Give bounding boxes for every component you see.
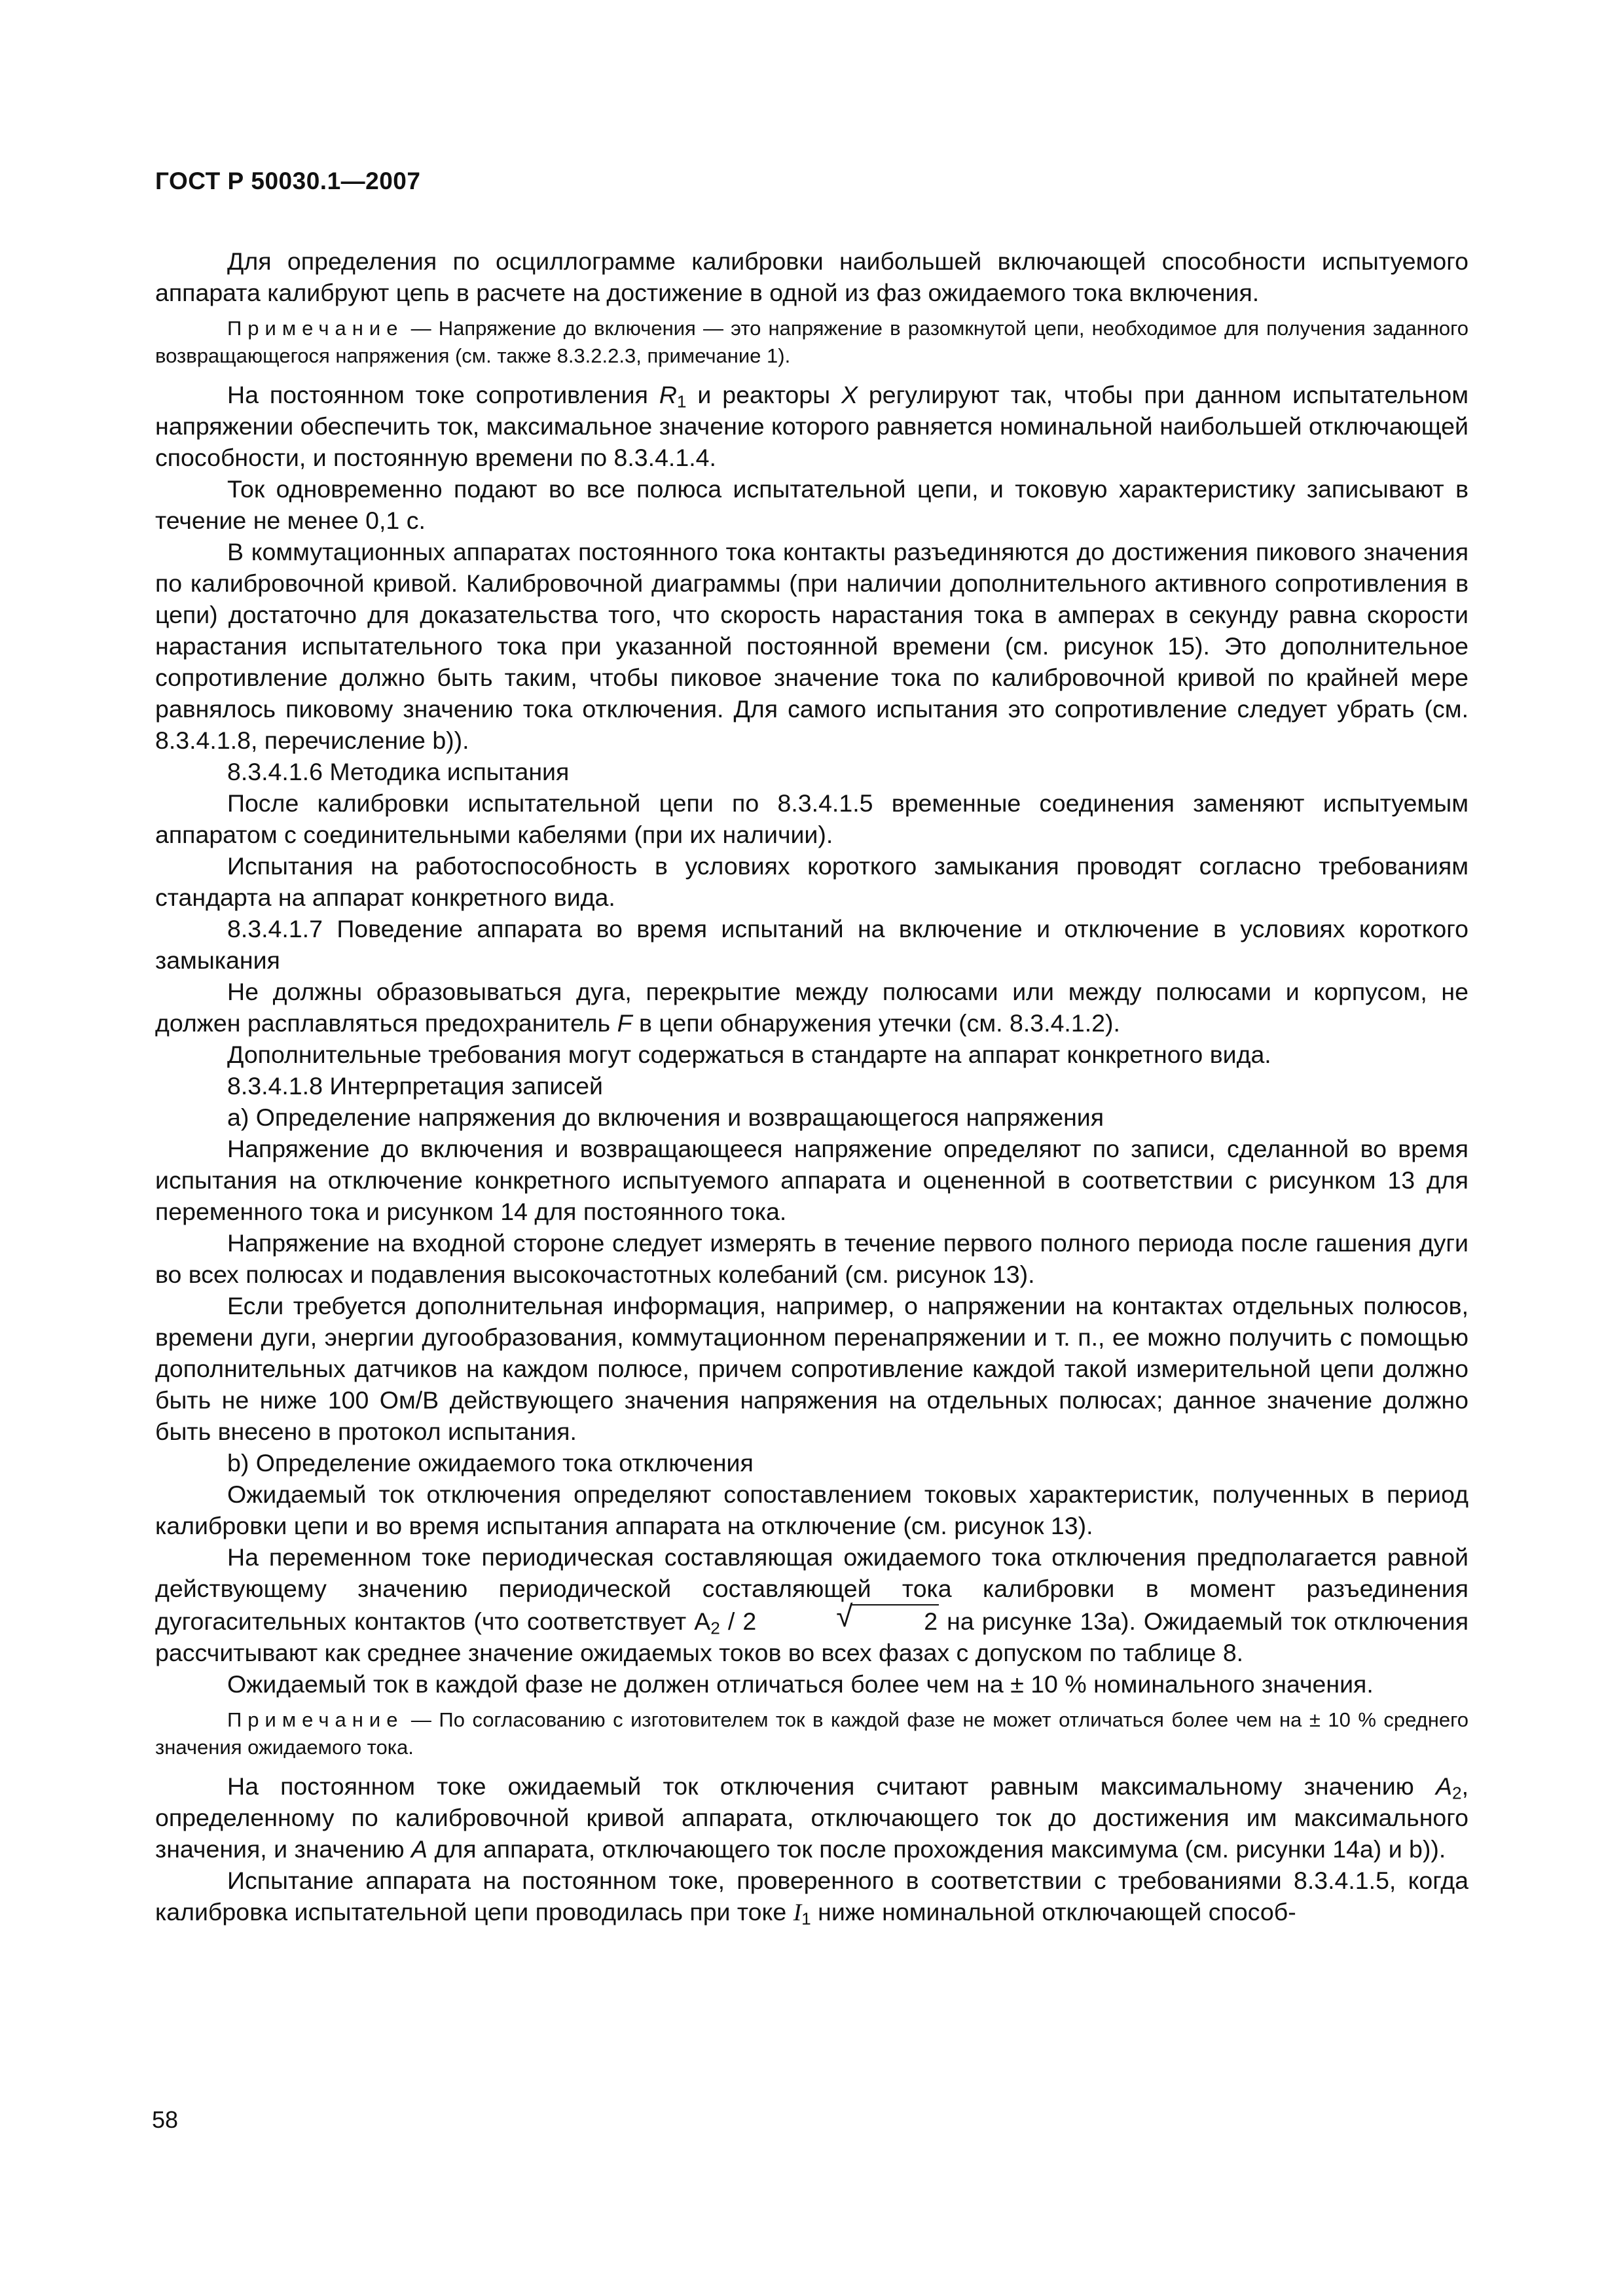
note-text: — По согласованию с изготовителем ток в каждой фазе не может отличаться более чем на ± 10 % среднего значения ожидаемого тока. [155,1708,1468,1759]
section-heading: 8.3.4.1.6 Методика испытания [227,758,570,785]
symbol-x: X [841,381,858,408]
paragraph [155,1541,1468,1668]
section-heading: 8.3.4.1.7 Поведение аппарата во время испытаний на включение и отключение в условиях короткого замыкания [155,915,1468,974]
text-run: Не должны образовываться дуга, перекрытие между полюсами или между полюсами и корпусом, не должен расплавляться предохранитель [155,978,1468,1037]
note-label: Примечание [227,1708,404,1731]
paragraph: Дополнительные требования могут содержаться в стандарте на аппарат конкретного вида. [227,1041,1271,1068]
subscript: 1 [676,391,687,412]
text-run: для аппарата, отключающего ток после прохождения максимума (см. рисунки 14а) и b)). [428,1835,1446,1863]
paragraph: После калибровки испытательной цепи по 8.3.4.1.5 временные соединения заменяют испытуемым аппаратом с соединительными кабелями (при их наличии). [155,789,1468,848]
text-run: ниже номинальной отключающей способ- [811,1898,1296,1926]
text-run: и реакторы [686,381,841,408]
text-run: На постоянном токе сопротивления [227,381,659,408]
symbol-a: A [1435,1772,1452,1800]
paragraph: Напряжение до включения и возвращающееся напряжение определяют по записи, сделанной во время испытания на отключение конкретного испытуемого аппарата и оцененной в соответствии с рисунком 13 для переменного тока и рисунком 14 для постоянного тока. [155,1135,1468,1225]
list-heading: b) Определение ожидаемого тока отключения [227,1449,754,1477]
text-run: в цепи обнаружения утечки (см. 8.3.4.1.2). [632,1009,1120,1037]
paragraph: Если требуется дополнительная информация, например, о напряжении на контактах отдельных полюсов, времени дуги, энергии дугообразования, коммутационном перенапряжении и т. п., ее можно получить с помощью дополнительных датчиков на каждом полюсе, причем сопротивление каждой такой измерительной цепи должно быть не ниже 100 Ом/В действующего значения напряжения на отдельных полюсах; данное значение должно быть внесено в протокол испытания. [155,1292,1468,1445]
paragraph: Напряжение на входной стороне следует измерять в течение первого полного периода после гашения дуги во всех полюсах и подавления высокочастотных колебаний (см. рисунок 13). [155,1229,1468,1288]
radicand: 2 [850,1604,939,1637]
standard-code-header: ГОСТ Р 50030.1—2007 [155,168,421,194]
note-text: — Напряжение до включения — это напряжение в разомкнутой цепи, необходимое для получения заданного возвращающегося напряжения (см. также 8.3.2.2.3, примечание 1). [155,317,1468,367]
paragraph [155,379,1468,473]
list-heading: a) Определение напряжения до включения и возвращающегося напряжения [227,1103,1104,1131]
note [155,315,1468,370]
subscript: 2 [710,1618,720,1638]
square-root [764,1604,939,1637]
section-heading: 8.3.4.1.8 Интерпретация записей [227,1072,603,1100]
paragraph: Ток одновременно подают во все полюса испытательной цепи, и токовую характеристику записывают в течение не менее 0,1 с. [155,475,1468,534]
symbol-r: R [659,381,677,408]
symbol-a: A [411,1835,428,1863]
symbol-f: F [617,1009,632,1037]
text-run: , определенному по калибровочной кривой аппарата, отключающего ток до достижения им максимального значения, и значению [155,1772,1468,1863]
note [155,1706,1468,1761]
paragraph: Для определения по осциллограмме калибровки наибольшей включающей способности испытуемого аппарата калибруют цепь в расчете на достижение в одной из фаз ожидаемого тока включения. [155,247,1468,306]
symbol-i: I [793,1899,802,1926]
paragraph: Ожидаемый ток в каждой фазе не должен отличаться более чем на ± 10 % номинального значения. [227,1670,1374,1698]
text-run: регулируют так, чтобы при данном испытательном напряжении обеспечить ток, максимальное значение которого равняется номинальной наибольшей отключающей способности, и постоянную времени по 8.3.4.1.4. [155,381,1468,471]
page-number: 58 [152,2106,179,2133]
subscript: 2 [1451,1783,1462,1803]
text-run: На переменном токе периодическая составляющая ожидаемого тока отключения предполагается равной действующему значению периодической составляющей тока калибровки в момент разъединения дугогасительных контактов (что соответствует А [155,1543,1468,1635]
paragraph: В коммутационных аппаратах постоянного тока контакты разъединяются до достижения пикового значения по калибровочной кривой. Калибровочной диаграммы (при наличии дополнительного активного сопротивления в цепи) достаточно для доказательства того, что скорость нарастания тока в амперах в секунду равна скорости нарастания испытательного тока при указанной постоянной времени (см. рисунок 15). Это дополнительное сопротивление должно быть таким, чтобы пиковое значение тока по калибровочной кривой по крайней мере равнялось пиковому значению тока отключения. Для самого испытания это сопротивление следует убрать (см. 8.3.4.1.8, перечисление b)). [155,538,1468,754]
document-body [155,245,1468,1929]
text-run: На постоянном токе ожидаемый ток отключения считают равным максимальному значению [227,1772,1436,1800]
paragraph: Испытания на работоспособность в условиях короткого замыкания проводят согласно требованиям стандарта на аппарат конкретного вида. [155,852,1468,911]
text-run: / 2 [720,1607,765,1635]
subscript: 1 [801,1909,811,1929]
paragraph [155,976,1468,1039]
paragraph [155,1770,1468,1865]
note-label: Примечание [227,317,404,340]
paragraph [155,1865,1468,1929]
paragraph: Ожидаемый ток отключения определяют сопоставлением токовых характеристик, полученных в период калибровки цепи и во время испытания аппарата на отключение (см. рисунок 13). [155,1480,1468,1539]
text-run: Испытание аппарата на постоянном токе, проверенного в соответствии с требованиями 8.3.4.1.5, когда калибровка испытательной цепи проводилась при токе [155,1867,1468,1926]
text-run: на рисунке 13а). Ожидаемый ток отключения рассчитывают как среднее значение ожидаемых токов во всех фазах с допуском по таблице 8. [155,1607,1469,1666]
